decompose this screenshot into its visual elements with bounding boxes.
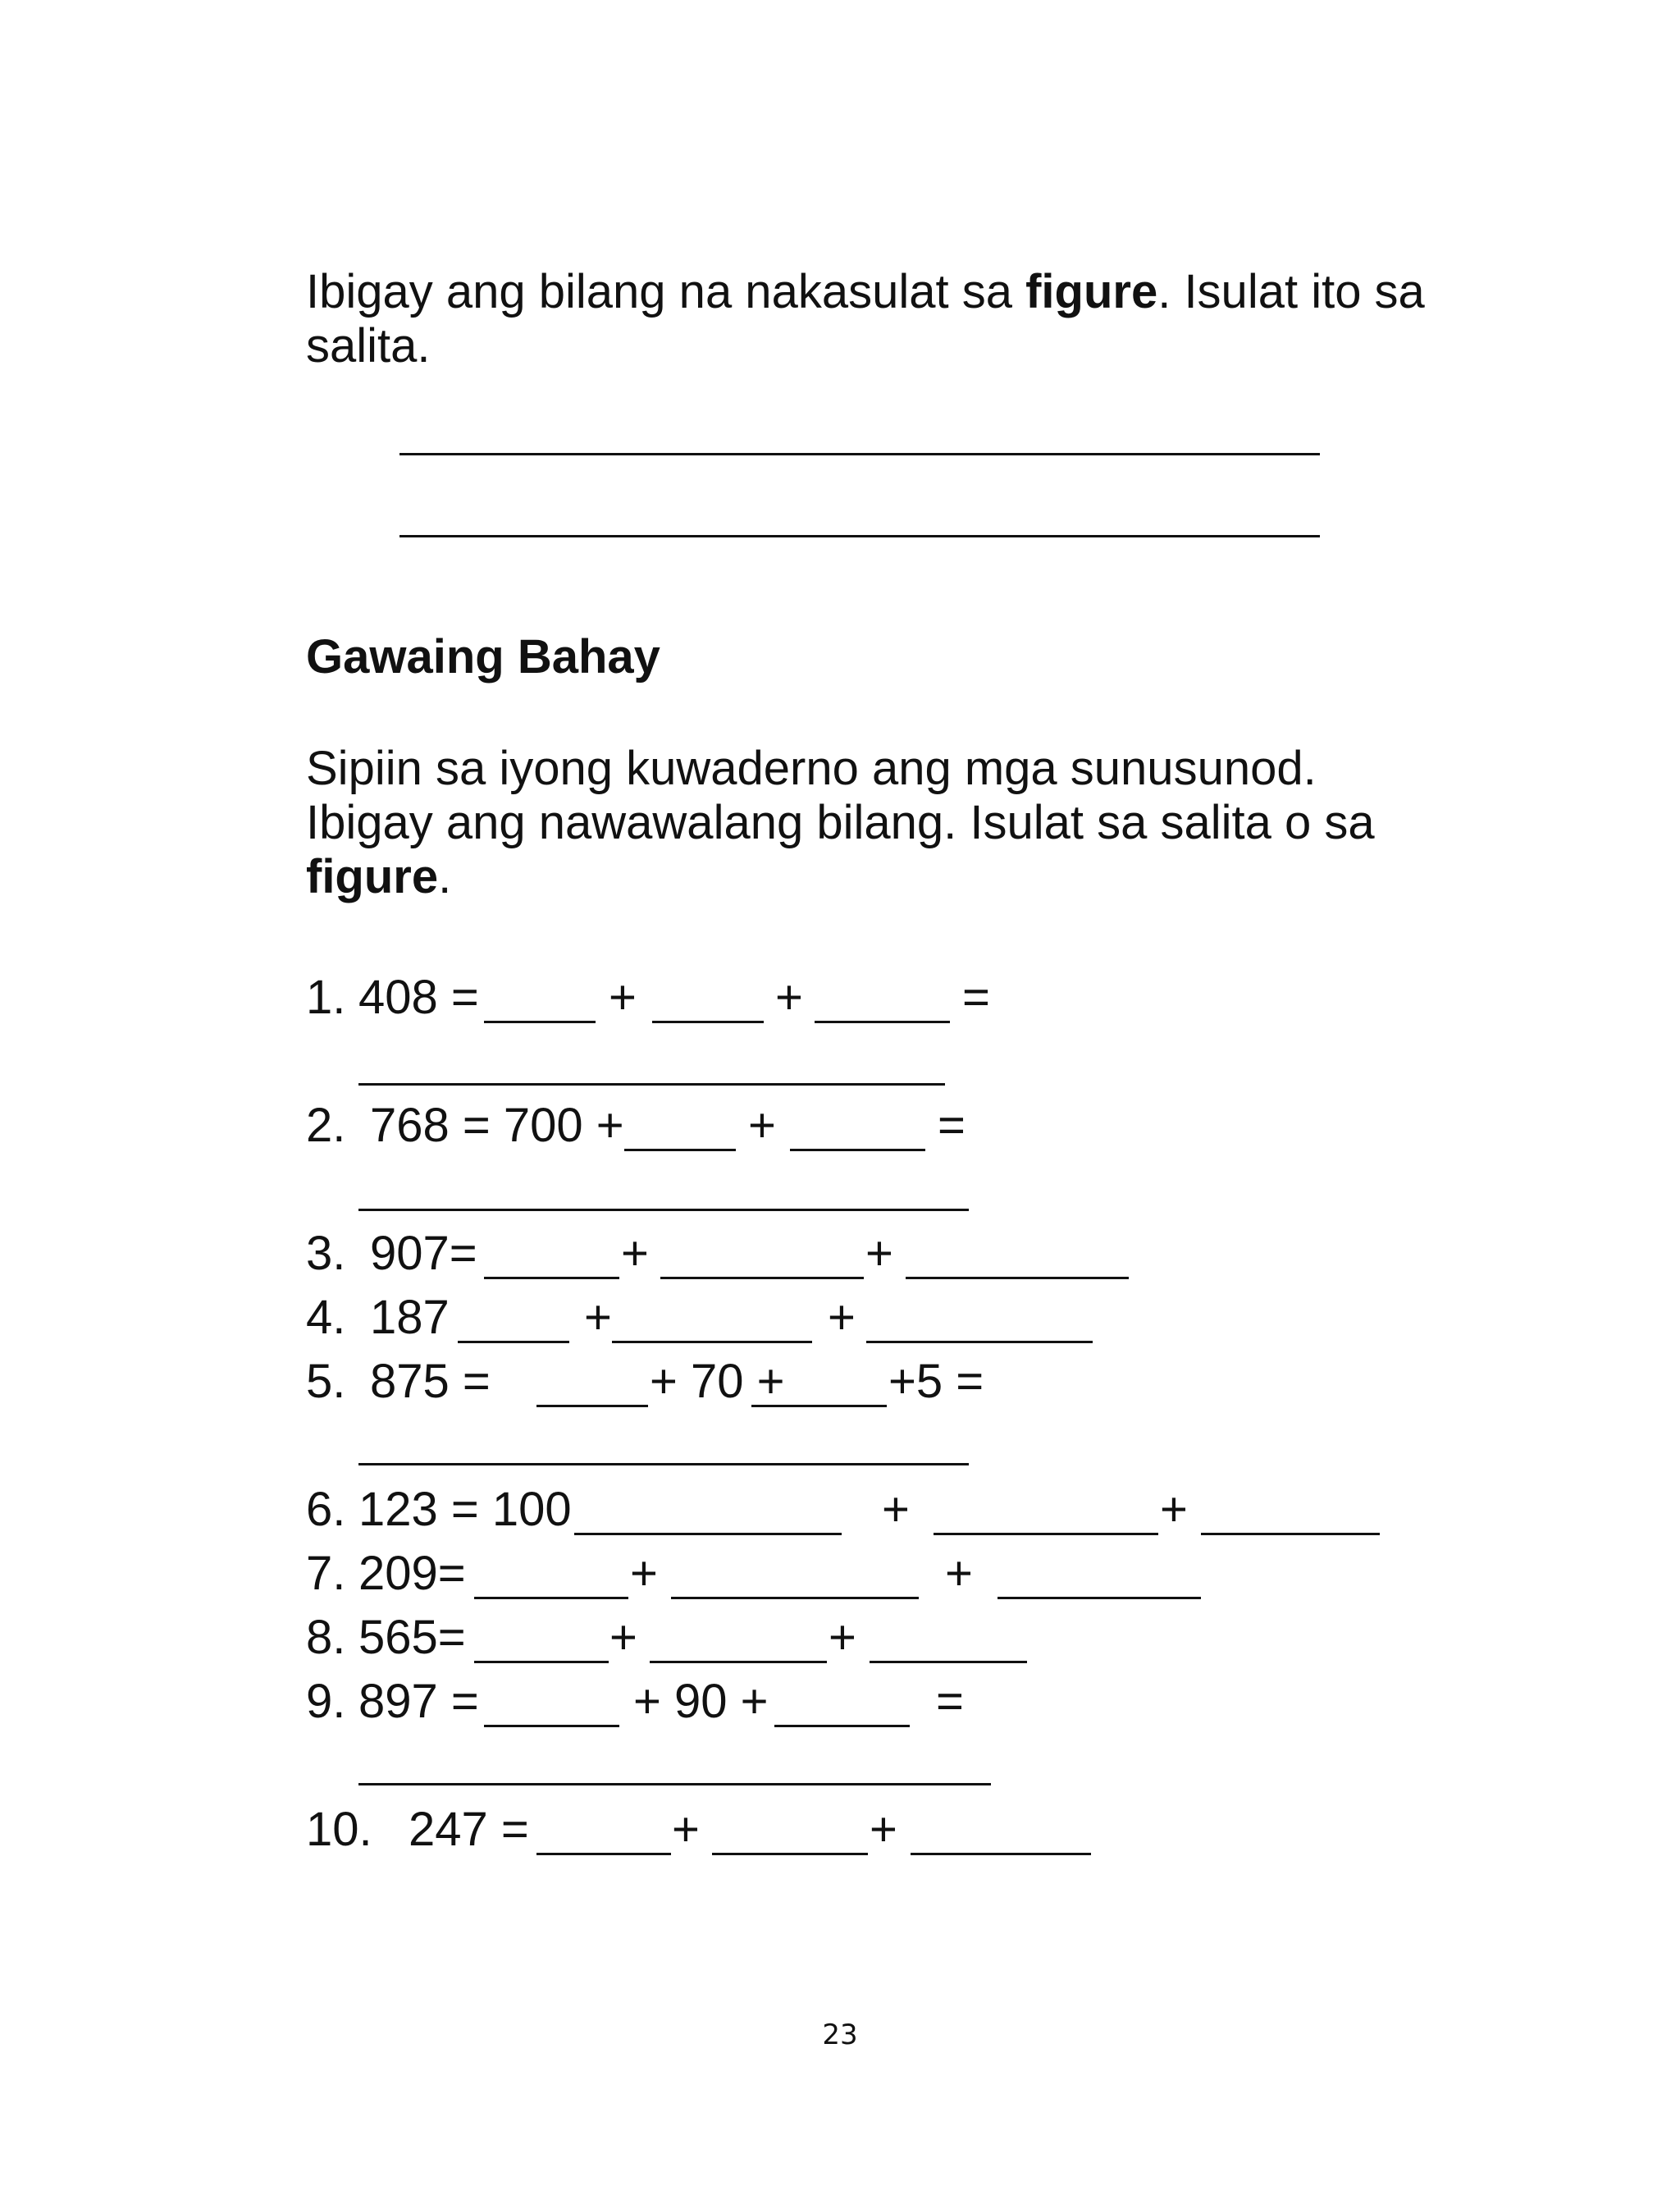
item-3-blank-3: [906, 1277, 1129, 1279]
item-8-number: 8.: [306, 1611, 346, 1664]
item-1-blank-3: [815, 1021, 950, 1023]
item-2-expression: 768 = 700 +: [370, 1099, 624, 1152]
item-7-blank-1: [474, 1597, 628, 1599]
item-2-number: 2.: [306, 1099, 346, 1152]
answer-line-2: [399, 535, 1320, 537]
item-4-blank-2: [612, 1341, 812, 1343]
item-8-blank-1: [474, 1661, 609, 1663]
section-heading: Gawaing Bahay: [306, 630, 660, 684]
item-5-expression: 875 =: [370, 1355, 491, 1408]
instructions-line-1: Sipiin sa iyong kuwaderno ang mga sunusunod.: [306, 742, 1317, 795]
item-9-middle: + 90 +: [633, 1675, 769, 1728]
item-7-blank-2: [671, 1597, 919, 1599]
item-9-blank-1: [484, 1725, 619, 1727]
item-5-tail: +5 =: [888, 1355, 984, 1408]
item-10-plus-2: +: [870, 1803, 897, 1856]
item-7-plus-2: +: [945, 1547, 973, 1600]
item-10-expression: 247 =: [409, 1803, 529, 1856]
bold-term: figure: [1025, 265, 1158, 318]
item-10-blank-3: [911, 1853, 1091, 1855]
item-7-number: 7.: [306, 1547, 346, 1600]
item-1-answer-line: [358, 1083, 945, 1086]
item-7-blank-3: [998, 1597, 1201, 1599]
item-1-plus-1: +: [609, 971, 637, 1024]
item-8-plus-2: +: [829, 1611, 856, 1664]
item-6-plus-1: +: [882, 1483, 910, 1536]
instructions-line-2: Ibigay ang nawawalang bilang. Isulat sa salita o sa: [306, 796, 1375, 849]
item-8-plus-1: +: [609, 1611, 637, 1664]
item-4-blank-3: [866, 1341, 1093, 1343]
item-1-plus-2: +: [775, 971, 803, 1024]
item-8-blank-2: [650, 1661, 827, 1663]
item-5-middle: + 70 +: [650, 1355, 785, 1408]
item-1-number: 1.: [306, 971, 346, 1024]
item-3-plus-1: +: [621, 1227, 649, 1280]
item-4-plus-1: +: [584, 1291, 612, 1344]
item-5-blank-2: [751, 1405, 887, 1407]
item-8-expression: 565=: [358, 1611, 466, 1664]
item-6-number: 6.: [306, 1483, 346, 1536]
item-4-number: 4.: [306, 1291, 346, 1344]
bold-term: figure: [306, 850, 439, 903]
instructions-line-3: figure.: [306, 850, 452, 903]
item-3-blank-2: [660, 1277, 864, 1279]
item-9-expression: 897 =: [358, 1675, 479, 1728]
item-9-number: 9.: [306, 1675, 346, 1728]
item-9-equals: =: [936, 1675, 964, 1728]
item-1-equals: =: [962, 971, 990, 1024]
item-3-blank-1: [484, 1277, 619, 1279]
item-6-blank-1: [574, 1533, 842, 1535]
item-5-answer-line: [358, 1463, 969, 1465]
item-2-answer-line: [358, 1209, 969, 1211]
item-9-blank-2: [774, 1725, 910, 1727]
item-4-expression: 187: [370, 1291, 450, 1344]
item-1-blank-1: [484, 1021, 596, 1023]
item-1-expression: 408 =: [358, 971, 479, 1024]
item-8-blank-3: [870, 1661, 1027, 1663]
item-7-expression: 209=: [358, 1547, 466, 1600]
page-number: 23: [822, 2019, 858, 2051]
item-2-blank-2: [790, 1149, 925, 1151]
item-6-blank-2: [934, 1533, 1158, 1535]
item-6-expression: 123 = 100: [358, 1483, 572, 1536]
intro-line-1: Ibigay ang bilang na nakasulat sa figure. Isulat ito sa: [306, 265, 1425, 318]
item-5-number: 5.: [306, 1355, 346, 1408]
item-6-plus-2: +: [1160, 1483, 1188, 1536]
item-2-equals: =: [938, 1099, 966, 1152]
item-3-expression: 907=: [370, 1227, 477, 1280]
item-6-blank-3: [1201, 1533, 1380, 1535]
item-10-blank-2: [712, 1853, 868, 1855]
item-3-number: 3.: [306, 1227, 346, 1280]
item-10-plus-1: +: [672, 1803, 700, 1856]
item-4-blank-1: [458, 1341, 569, 1343]
item-5-blank-1: [536, 1405, 648, 1407]
item-10-number: 10.: [306, 1803, 372, 1856]
item-9-answer-line: [358, 1783, 991, 1785]
item-1-blank-2: [652, 1021, 764, 1023]
item-2-blank-1: [624, 1149, 736, 1151]
item-3-plus-2: +: [865, 1227, 893, 1280]
intro-line-2: salita.: [306, 319, 431, 373]
item-10-blank-1: [536, 1853, 671, 1855]
answer-line-1: [399, 453, 1320, 455]
item-2-plus-1: +: [748, 1099, 776, 1152]
item-7-plus-1: +: [630, 1547, 658, 1600]
item-4-plus-2: +: [828, 1291, 856, 1344]
